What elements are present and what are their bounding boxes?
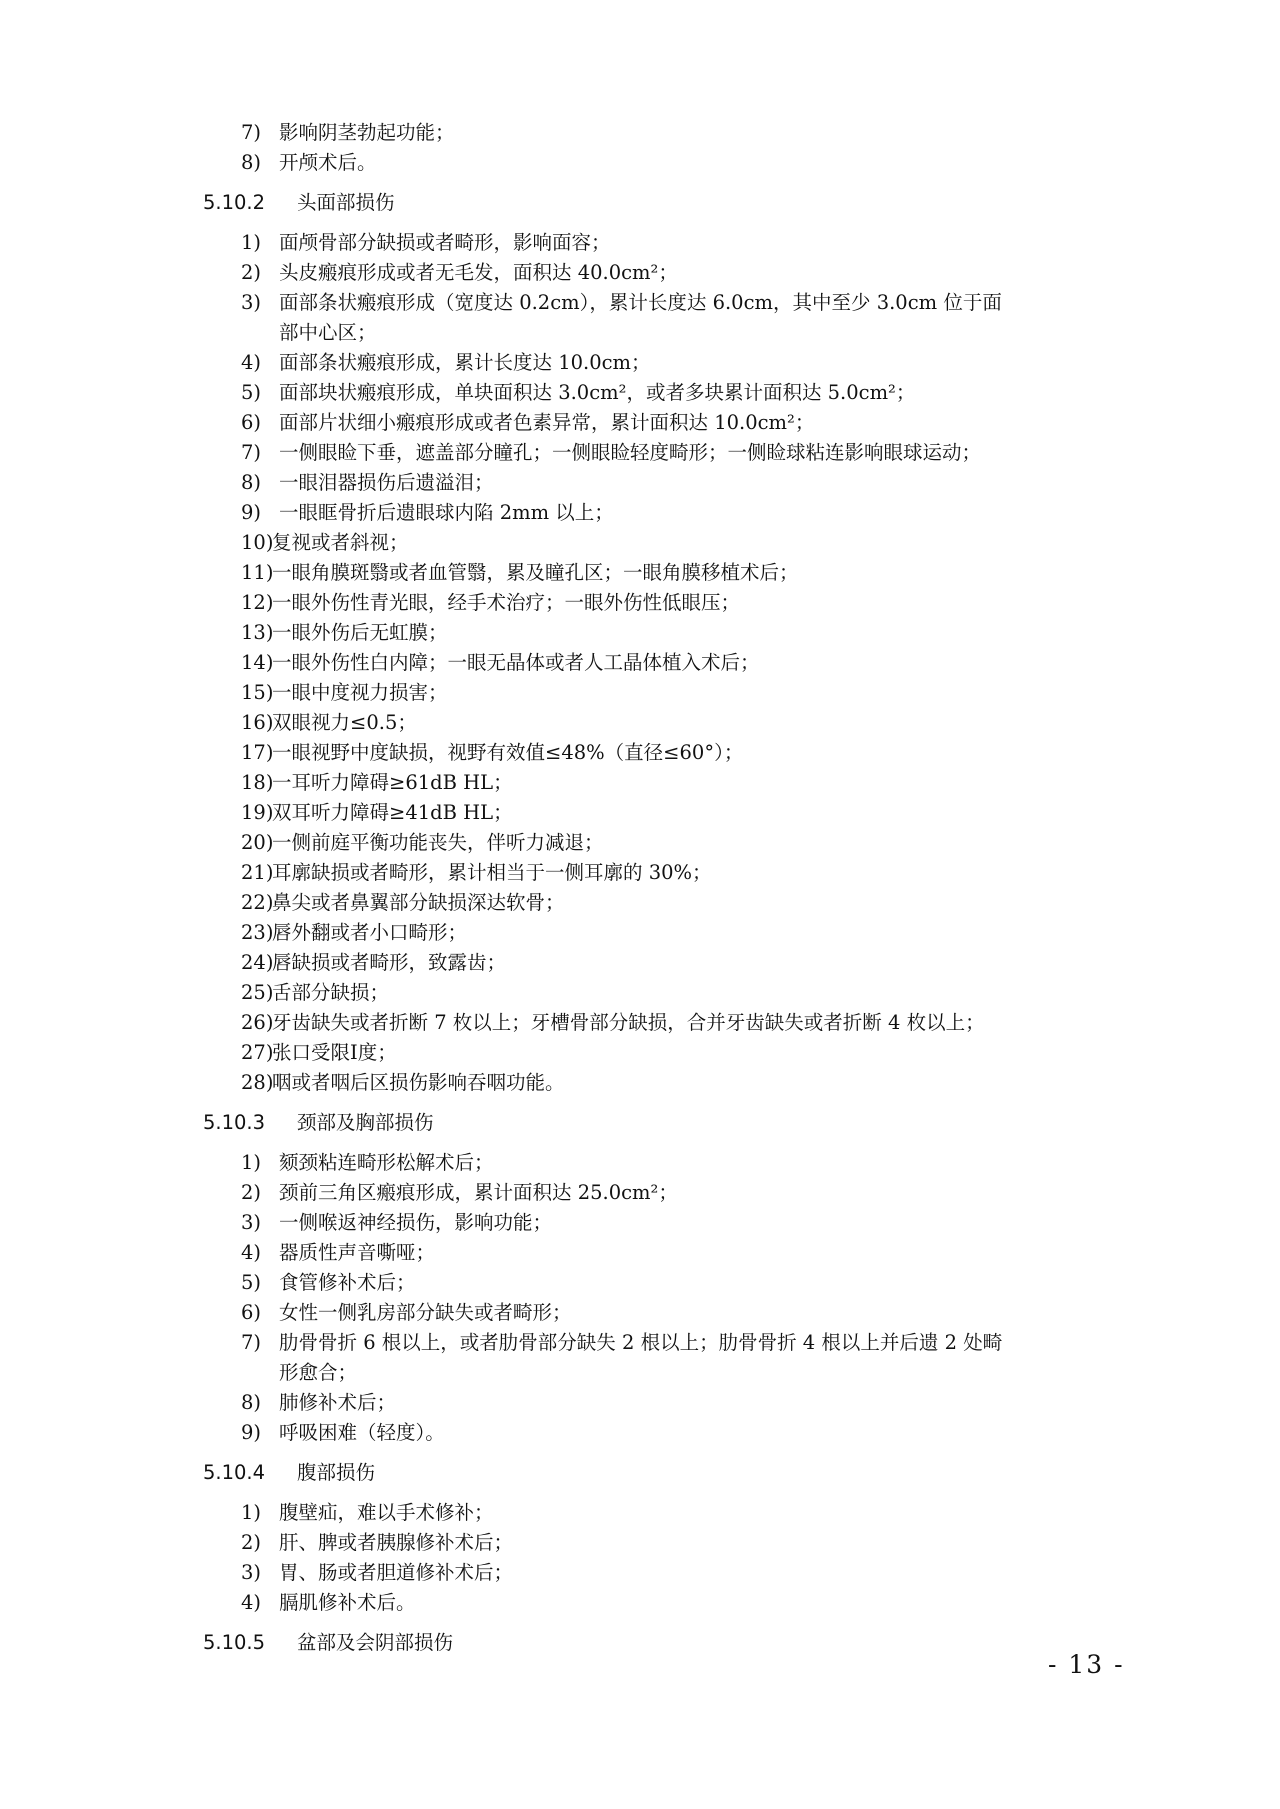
list-item-number: 4) <box>241 1591 262 1614</box>
list-item-number: 24) <box>241 951 274 974</box>
list-item <box>241 798 1206 828</box>
list-item-number: 23) <box>241 921 274 944</box>
list-item <box>241 378 1206 408</box>
list-item <box>241 528 1206 558</box>
list-item-number: 10) <box>241 531 274 554</box>
section-number: 5.10.4 <box>203 1461 266 1484</box>
list-item-text: 一侧眼睑下垂，遮盖部分瞳孔；一侧眼睑轻度畸形；一侧睑球粘连影响眼球运动； <box>279 441 982 464</box>
list-item-number: 1) <box>241 231 262 254</box>
list-item <box>241 1008 1206 1038</box>
list-item <box>241 1498 1206 1528</box>
list-item <box>241 948 1206 978</box>
list-item-text: 一侧喉返神经损伤，影响功能； <box>279 1211 553 1234</box>
list-item-text: 张口受限Ⅰ度； <box>272 1041 397 1064</box>
list-item <box>241 768 1206 798</box>
list-item-number: 9) <box>241 1421 262 1444</box>
list-item <box>241 228 1206 258</box>
section-title: 腹部损伤 <box>297 1461 376 1484</box>
intro-list <box>241 118 1206 178</box>
list-item-number: 21) <box>241 861 274 884</box>
list-item-number: 9) <box>241 501 262 524</box>
list-item-number: 6) <box>241 411 262 434</box>
list-item-text: 一眼外伤后无虹膜； <box>272 621 448 644</box>
list-item-number: 2) <box>241 1531 262 1554</box>
list-item-number: 16) <box>241 711 274 734</box>
list-item-number: 22) <box>241 891 274 914</box>
list-item-number: 17) <box>241 741 274 764</box>
section-title: 盆部及会阴部损伤 <box>297 1631 454 1654</box>
list-item-text: 咽或者咽后区损伤影响吞咽功能。 <box>272 1071 565 1094</box>
list-item-number: 2) <box>241 1181 262 1204</box>
list-item-text: 开颅术后。 <box>279 151 377 174</box>
list-item <box>241 618 1206 648</box>
section-list <box>241 1498 1206 1618</box>
list-item-text: 一侧前庭平衡功能丧失，伴听力减退； <box>272 831 604 854</box>
list-item-number: 7) <box>241 441 262 464</box>
list-item <box>241 678 1206 708</box>
list-item-text: 颏颈粘连畸形松解术后； <box>279 1151 494 1174</box>
list-item-number: 7) <box>241 1331 262 1354</box>
list-item-text: 双眼视力≤0.5； <box>272 711 417 734</box>
list-item <box>241 1268 1206 1298</box>
list-item-number: 4) <box>241 1241 262 1264</box>
list-item-text: 一眼视野中度缺损，视野有效值≤48%（直径≤60°）； <box>272 741 744 764</box>
list-item-text: 唇外翻或者小口畸形； <box>272 921 468 944</box>
list-item <box>241 888 1206 918</box>
list-item <box>241 1148 1206 1178</box>
list-item-text: 头皮瘢痕形成或者无毛发，面积达 40.0cm²； <box>279 261 678 284</box>
section-number: 5.10.5 <box>203 1631 266 1654</box>
list-item-text: 一眼外伤性白内障；一眼无晶体或者人工晶体植入术后； <box>272 651 760 674</box>
list-item-text: 复视或者斜视； <box>272 531 409 554</box>
list-item-number: 5) <box>241 1271 262 1294</box>
list-item-text: 肝、脾或者胰腺修补术后； <box>279 1531 514 1554</box>
list-item-number: 14) <box>241 651 274 674</box>
list-item-text: 一耳听力障碍≥61dB HL； <box>272 771 513 794</box>
list-item-number: 1) <box>241 1151 262 1174</box>
list-item <box>241 1418 1206 1448</box>
list-item-number: 3) <box>241 1211 262 1234</box>
section-heading <box>203 1108 1206 1138</box>
list-item <box>241 558 1206 588</box>
list-item-text: 一眼角膜斑翳或者血管翳，累及瞳孔区；一眼角膜移植术后； <box>272 561 799 584</box>
list-item <box>241 408 1206 438</box>
list-item-number: 27) <box>241 1041 274 1064</box>
list-item-number: 28) <box>241 1071 274 1094</box>
list-item <box>241 1038 1206 1068</box>
list-item-text: 面部条状瘢痕形成，累计长度达 10.0cm； <box>279 351 651 374</box>
list-item-number: 8) <box>241 1391 262 1414</box>
list-item <box>241 1528 1206 1558</box>
list-item-text: 呼吸困难（轻度）。 <box>279 1421 445 1444</box>
list-item-number: 19) <box>241 801 274 824</box>
list-item-text: 颈前三角区瘢痕形成，累计面积达 25.0cm²； <box>279 1181 678 1204</box>
list-item-number: 6) <box>241 1301 262 1324</box>
list-item <box>241 978 1206 1008</box>
list-item <box>241 1178 1206 1208</box>
list-item-text: 肋骨骨折 6 根以上，或者肋骨部分缺失 2 根以上；肋骨骨折 4 根以上并后遗 2 处畸形愈合； <box>279 1331 1003 1384</box>
section-title: 颈部及胸部损伤 <box>297 1111 434 1134</box>
list-item-text: 一眼泪器损伤后遗溢泪； <box>279 471 494 494</box>
list-item <box>241 148 1206 178</box>
list-item <box>241 708 1206 738</box>
list-item-number: 5) <box>241 381 262 404</box>
list-item-text: 食管修补术后； <box>279 1271 416 1294</box>
section-heading <box>203 188 1206 218</box>
list-item-text: 双耳听力障碍≥41dB HL； <box>272 801 513 824</box>
list-item-text: 腹壁疝，难以手术修补； <box>279 1501 494 1524</box>
list-item <box>241 1588 1206 1618</box>
list-item-text: 器质性声音嘶哑； <box>279 1241 436 1264</box>
list-item-number: 11) <box>241 561 274 584</box>
list-item <box>241 288 1206 348</box>
list-item <box>241 1558 1206 1588</box>
list-item-number: 12) <box>241 591 274 614</box>
list-item <box>241 1328 1206 1388</box>
list-item <box>241 918 1206 948</box>
list-item <box>241 1238 1206 1268</box>
list-item-number: 3) <box>241 291 262 314</box>
section-heading <box>203 1458 1206 1488</box>
list-item <box>241 468 1206 498</box>
section-list <box>241 228 1206 1098</box>
list-item-text: 一眼外伤性青光眼，经手术治疗；一眼外伤性低眼压； <box>272 591 741 614</box>
list-item <box>241 348 1206 378</box>
list-item <box>241 648 1206 678</box>
section-number: 5.10.2 <box>203 191 266 214</box>
list-item <box>241 118 1206 148</box>
list-item-text: 耳廓缺损或者畸形，累计相当于一侧耳廓的 30%； <box>272 861 712 884</box>
section-list <box>241 1148 1206 1448</box>
list-item-text: 面部条状瘢痕形成（宽度达 0.2cm），累计长度达 6.0cm，其中至少 3.0cm 位于面部中心区； <box>279 291 1002 344</box>
list-item-number: 20) <box>241 831 274 854</box>
list-item-text: 面颅骨部分缺损或者畸形，影响面容； <box>279 231 611 254</box>
list-item-number: 3) <box>241 1561 262 1584</box>
list-item-number: 7) <box>241 121 262 144</box>
list-item <box>241 858 1206 888</box>
list-item <box>241 438 1206 468</box>
list-item <box>241 258 1206 288</box>
list-item-number: 8) <box>241 471 262 494</box>
list-item <box>241 1298 1206 1328</box>
list-item-number: 15) <box>241 681 274 704</box>
list-item-number: 13) <box>241 621 274 644</box>
list-item-number: 4) <box>241 351 262 374</box>
section-title: 头面部损伤 <box>297 191 395 214</box>
list-item <box>241 588 1206 618</box>
list-item <box>241 828 1206 858</box>
list-item-number: 1) <box>241 1501 262 1524</box>
list-item-number: 26) <box>241 1011 274 1034</box>
list-item-number: 25) <box>241 981 274 1004</box>
list-item-text: 一眼眶骨折后遗眼球内陷 2mm 以上； <box>279 501 614 524</box>
list-item-number: 18) <box>241 771 274 794</box>
list-item <box>241 738 1206 768</box>
document-content <box>203 118 1206 1668</box>
list-item-text: 面部块状瘢痕形成，单块面积达 3.0cm²，或者多块累计面积达 5.0cm²； <box>279 381 916 404</box>
page-number: - 13 - <box>1048 1650 1125 1679</box>
section-number: 5.10.3 <box>203 1111 266 1134</box>
list-item <box>241 1388 1206 1418</box>
list-item-text: 鼻尖或者鼻翼部分缺损深达软骨； <box>272 891 565 914</box>
list-item-text: 唇缺损或者畸形，致露齿； <box>272 951 507 974</box>
list-item-text: 女性一侧乳房部分缺失或者畸形； <box>279 1301 572 1324</box>
list-item-number: 8) <box>241 151 262 174</box>
list-item-text: 面部片状细小瘢痕形成或者色素异常，累计面积达 10.0cm²； <box>279 411 815 434</box>
list-item-text: 膈肌修补术后。 <box>279 1591 416 1614</box>
list-item-text: 胃、肠或者胆道修补术后； <box>279 1561 514 1584</box>
list-item-number: 2) <box>241 261 262 284</box>
list-item-text: 牙齿缺失或者折断 7 枚以上；牙槽骨部分缺损，合并牙齿缺失或者折断 4 枚以上； <box>272 1011 985 1034</box>
list-item <box>241 498 1206 528</box>
list-item-text: 舌部分缺损； <box>272 981 390 1004</box>
list-item <box>241 1068 1206 1098</box>
list-item <box>241 1208 1206 1238</box>
list-item-text: 影响阴茎勃起功能； <box>279 121 455 144</box>
list-item-text: 肺修补术后； <box>279 1391 397 1414</box>
list-item-text: 一眼中度视力损害； <box>272 681 448 704</box>
